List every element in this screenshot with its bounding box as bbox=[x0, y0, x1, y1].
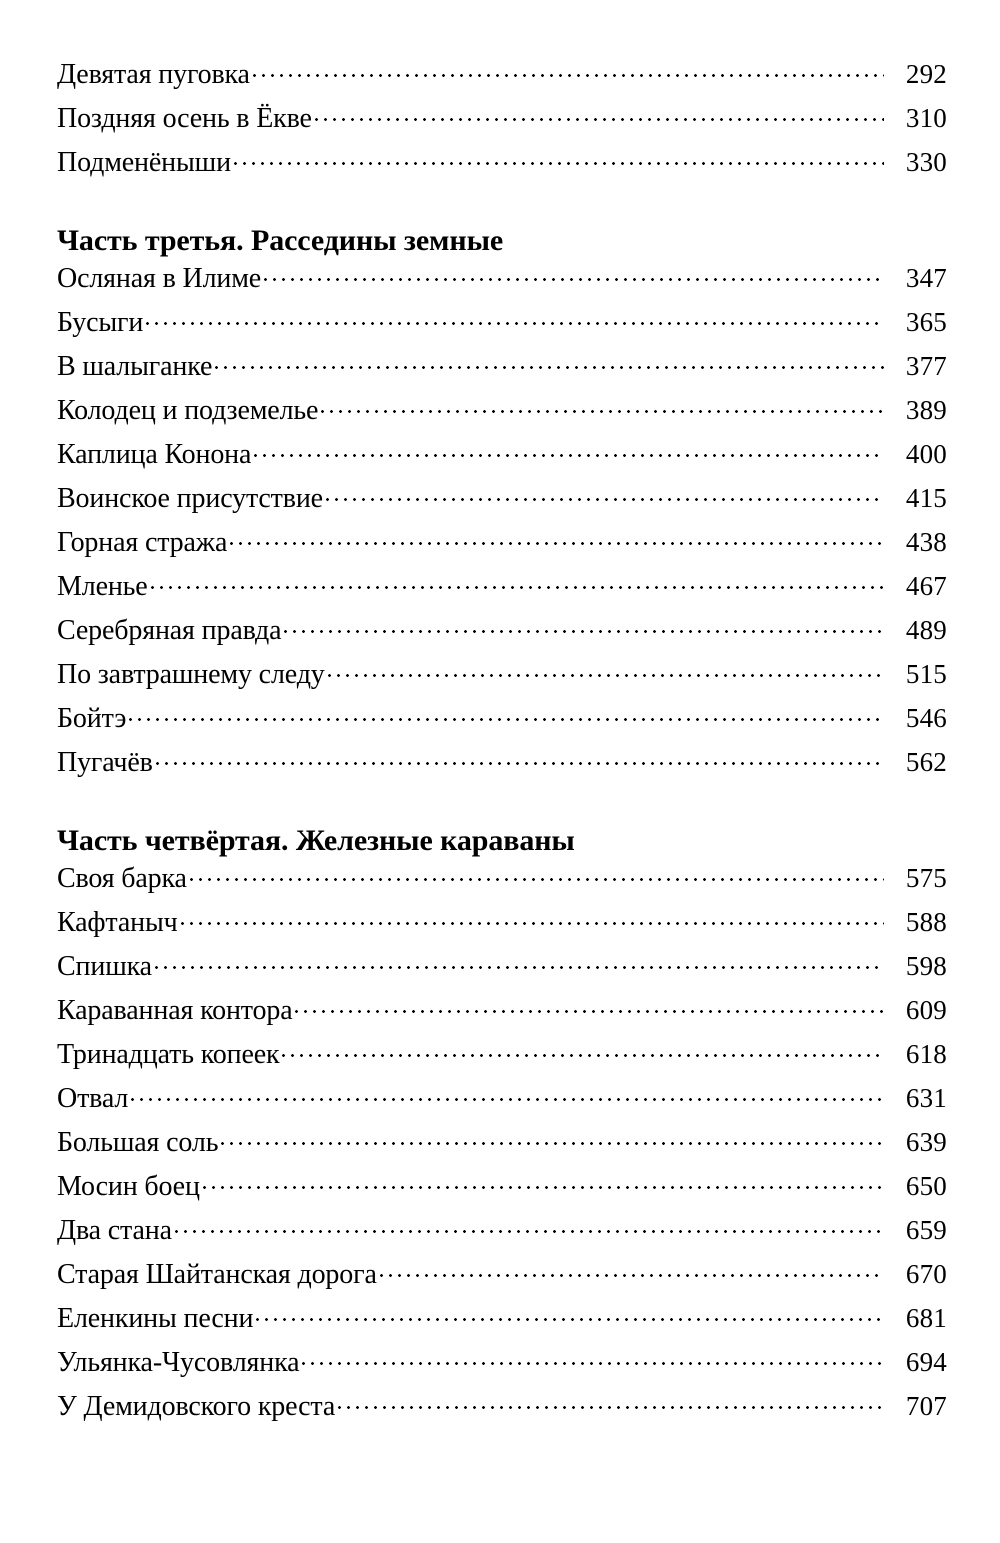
toc-entry-page-number: 515 bbox=[905, 659, 947, 689]
toc-entry[interactable] bbox=[57, 300, 947, 344]
dot-leader bbox=[264, 259, 884, 287]
toc-entry-title: Отвал bbox=[57, 1083, 129, 1114]
dot-leader bbox=[284, 611, 884, 639]
dot-leader bbox=[315, 99, 884, 127]
toc-entry[interactable] bbox=[57, 652, 947, 696]
toc-entry-title: Поздняя осень в Ёкве bbox=[57, 103, 312, 134]
toc-entry-title: Колодец и подземелье bbox=[57, 395, 319, 426]
toc-entry[interactable] bbox=[57, 944, 947, 988]
dot-leader bbox=[321, 391, 884, 419]
toc-entry-title: Бусыги bbox=[57, 307, 144, 338]
toc-entry-page-number: 489 bbox=[905, 615, 947, 645]
toc-entry[interactable] bbox=[57, 256, 947, 300]
toc-entry-page-number: 659 bbox=[905, 1215, 947, 1245]
toc-entry-title: Спишка bbox=[57, 951, 152, 982]
dot-leader bbox=[215, 347, 884, 375]
toc-entry[interactable] bbox=[57, 856, 947, 900]
dot-leader bbox=[380, 1255, 884, 1283]
toc-entry-page-number: 546 bbox=[905, 703, 947, 733]
toc-entry-page-number: 670 bbox=[905, 1259, 947, 1289]
dot-leader bbox=[155, 947, 884, 975]
toc-entry-title: Осляная в Илиме bbox=[57, 263, 262, 294]
dot-leader bbox=[254, 435, 884, 463]
toc-entry-page-number: 707 bbox=[905, 1391, 947, 1421]
toc-entry[interactable] bbox=[57, 1120, 947, 1164]
toc-entry[interactable] bbox=[57, 1384, 947, 1428]
dot-leader bbox=[175, 1211, 884, 1239]
toc-entry-title: Мленье bbox=[57, 571, 148, 602]
toc-entry-page-number: 310 bbox=[905, 103, 947, 133]
toc-entry-title: Старая Шайтанская дорога bbox=[57, 1259, 377, 1290]
toc-entry-title: Бойтэ bbox=[57, 703, 127, 734]
dot-leader bbox=[295, 991, 884, 1019]
dot-leader bbox=[151, 567, 884, 595]
dot-leader bbox=[302, 1343, 884, 1371]
toc-section bbox=[57, 826, 947, 1428]
toc-entry[interactable] bbox=[57, 988, 947, 1032]
toc-section bbox=[57, 52, 947, 184]
toc-entry[interactable] bbox=[57, 1208, 947, 1252]
toc-entry-title: Мосин боец bbox=[57, 1171, 200, 1202]
toc-entry-page-number: 415 bbox=[905, 483, 947, 513]
toc-entry-page-number: 639 bbox=[905, 1127, 947, 1157]
toc-entry-page-number: 438 bbox=[905, 527, 947, 557]
dot-leader bbox=[338, 1387, 884, 1415]
toc-entry-title: Большая соль bbox=[57, 1127, 219, 1158]
toc-entry-page-number: 575 bbox=[905, 863, 947, 893]
toc-entry[interactable] bbox=[57, 52, 947, 96]
toc-entry[interactable] bbox=[57, 1340, 947, 1384]
toc-entry-title: Два стана bbox=[57, 1215, 172, 1246]
toc-entry-title: Горная стража bbox=[57, 527, 228, 558]
toc-section bbox=[57, 226, 947, 784]
dot-leader bbox=[190, 859, 884, 887]
toc-entry-title: Воинское присутствие bbox=[57, 483, 323, 514]
dot-leader bbox=[203, 1167, 884, 1195]
toc-entry[interactable] bbox=[57, 740, 947, 784]
part-heading: Часть третья. Расседины земные bbox=[57, 224, 504, 257]
toc-entry-page-number: 609 bbox=[905, 995, 947, 1025]
toc-entry-page-number: 347 bbox=[905, 263, 947, 293]
toc-entry[interactable] bbox=[57, 1164, 947, 1208]
dot-leader bbox=[328, 655, 884, 683]
toc-entry-page-number: 650 bbox=[905, 1171, 947, 1201]
dot-leader bbox=[156, 743, 884, 771]
toc-entry-title: Серебряная правда bbox=[57, 615, 282, 646]
toc-entry[interactable] bbox=[57, 96, 947, 140]
toc-entry-page-number: 562 bbox=[905, 747, 947, 777]
toc-entry-page-number: 389 bbox=[905, 395, 947, 425]
toc-entry-title: Подменёныши bbox=[57, 147, 231, 178]
toc-entry-title: Своя барка bbox=[57, 863, 187, 894]
toc-entry[interactable] bbox=[57, 344, 947, 388]
toc-entry-page-number: 694 bbox=[905, 1347, 947, 1377]
toc-entry[interactable] bbox=[57, 432, 947, 476]
toc-entry[interactable] bbox=[57, 1032, 947, 1076]
dot-leader bbox=[253, 55, 884, 83]
dot-leader bbox=[256, 1299, 884, 1327]
part-heading: Часть четвёртая. Железные караваны bbox=[57, 824, 575, 857]
toc-entry-title: Девятая пуговка bbox=[57, 59, 250, 90]
dot-leader bbox=[230, 523, 884, 551]
toc-entry-title: По завтрашнему следу bbox=[57, 659, 325, 690]
dot-leader bbox=[146, 303, 884, 331]
toc-entry[interactable] bbox=[57, 564, 947, 608]
toc-entry-title: В шалыганке bbox=[57, 351, 213, 382]
dot-leader bbox=[326, 479, 884, 507]
toc-entry-page-number: 292 bbox=[905, 59, 947, 89]
toc-entry[interactable] bbox=[57, 900, 947, 944]
dot-leader bbox=[234, 143, 884, 171]
toc-entry-page-number: 588 bbox=[905, 907, 947, 937]
toc-entry-page-number: 631 bbox=[905, 1083, 947, 1113]
toc-entry-page-number: 365 bbox=[905, 307, 947, 337]
toc-entry-title: Еленкины песни bbox=[57, 1303, 254, 1334]
toc-entry-title: Пугачёв bbox=[57, 747, 153, 778]
toc-entry[interactable] bbox=[57, 608, 947, 652]
dot-leader bbox=[181, 903, 884, 931]
toc-entry-page-number: 598 bbox=[905, 951, 947, 981]
toc-entry-title: Каплица Конона bbox=[57, 439, 252, 470]
toc-entry-page-number: 377 bbox=[905, 351, 947, 381]
table-of-contents bbox=[57, 52, 947, 1445]
toc-entry-title: Тринадцать копеек bbox=[57, 1039, 280, 1070]
dot-leader bbox=[282, 1035, 884, 1063]
toc-entry-title: У Демидовского креста bbox=[57, 1391, 336, 1422]
toc-entry[interactable] bbox=[57, 476, 947, 520]
toc-entry[interactable] bbox=[57, 1252, 947, 1296]
toc-entry-title: Караванная контора bbox=[57, 995, 293, 1026]
dot-leader bbox=[129, 699, 884, 727]
toc-entry[interactable] bbox=[57, 1076, 947, 1120]
toc-entry[interactable] bbox=[57, 140, 947, 184]
dot-leader bbox=[221, 1123, 884, 1151]
toc-entry-page-number: 618 bbox=[905, 1039, 947, 1069]
toc-entry-page-number: 330 bbox=[905, 147, 947, 177]
toc-entry-title: Кафтаныч bbox=[57, 907, 178, 938]
toc-entry[interactable] bbox=[57, 1296, 947, 1340]
toc-entry[interactable] bbox=[57, 388, 947, 432]
toc-entry-page-number: 400 bbox=[905, 439, 947, 469]
toc-entry-title: Ульянка-Чусовлянка bbox=[57, 1347, 300, 1378]
dot-leader bbox=[131, 1079, 884, 1107]
toc-entry-page-number: 467 bbox=[905, 571, 947, 601]
toc-entry[interactable] bbox=[57, 696, 947, 740]
toc-entry[interactable] bbox=[57, 520, 947, 564]
toc-entry-page-number: 681 bbox=[905, 1303, 947, 1333]
